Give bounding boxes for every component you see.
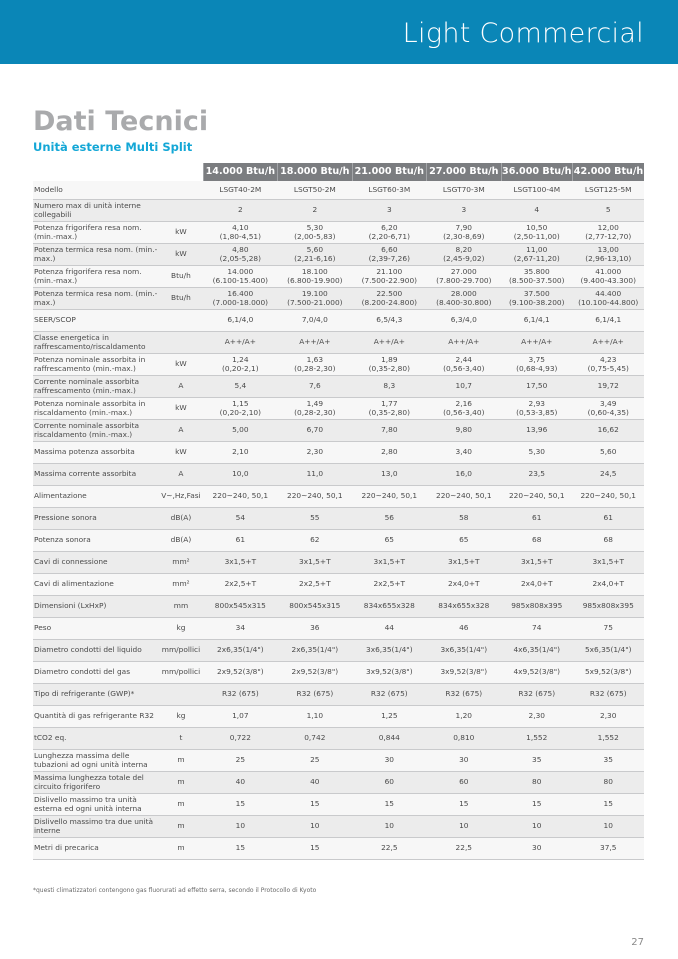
- row-label: SEER/SCOP: [33, 310, 159, 332]
- cell-value: 30: [427, 750, 501, 772]
- cell-value: 6,1/4,1: [572, 310, 644, 332]
- cell-value: 3x1,5+T: [203, 552, 277, 574]
- cell-value: 3,49 (0,60-4,35): [572, 398, 644, 420]
- cell-value: 2x6,35(1/4"): [278, 640, 352, 662]
- cell-value: 2,30: [572, 706, 644, 728]
- row-label: Classe energetica in raffrescamento/riscaldamento: [33, 332, 159, 354]
- row-label: Potenza frigorifera resa nom. (min.-max.): [33, 266, 159, 288]
- column-header: 18.000 Btu/h: [278, 163, 352, 181]
- cell-value: 15: [278, 794, 352, 816]
- row-unit: m: [159, 772, 203, 794]
- row-unit: Btu/h: [159, 288, 203, 310]
- cell-value: 65: [352, 530, 426, 552]
- cell-value: 9,80: [427, 420, 501, 442]
- cell-value: 5,4: [203, 376, 277, 398]
- row-label: Pressione sonora: [33, 508, 159, 530]
- page-title: Dati Tecnici: [33, 106, 209, 137]
- row-label: Metri di precarica: [33, 838, 159, 860]
- table-row: [33, 354, 644, 376]
- cell-value: 800x545x315: [203, 596, 277, 618]
- cell-value: 6,70: [278, 420, 352, 442]
- cell-value: 28.000 (8.400-30.800): [427, 288, 501, 310]
- cell-value: 4x9,52(3/8"): [501, 662, 572, 684]
- row-label: Massima potenza assorbita: [33, 442, 159, 464]
- cell-value: 13,96: [501, 420, 572, 442]
- cell-value: 220~240, 50,1: [572, 486, 644, 508]
- table-row: [33, 640, 644, 662]
- cell-value: 7,6: [278, 376, 352, 398]
- cell-value: 5,30: [501, 442, 572, 464]
- cell-value: 54: [203, 508, 277, 530]
- row-label: Massima lunghezza totale del circuito frigorifero: [33, 772, 159, 794]
- cell-value: 2x2,5+T: [203, 574, 277, 596]
- cell-value: 2x4,0+T: [572, 574, 644, 596]
- column-header: 14.000 Btu/h: [203, 163, 277, 181]
- section-title: Light Commercial: [402, 18, 644, 49]
- cell-value: 19.100 (7.500-21.000): [278, 288, 352, 310]
- row-label: Dislivello massimo tra unità esterna ed ogni unità interna: [33, 794, 159, 816]
- cell-value: 1,63 (0,28-2,30): [278, 354, 352, 376]
- cell-value: 0,810: [427, 728, 501, 750]
- cell-value: 985x808x395: [501, 596, 572, 618]
- cell-value: 15: [427, 794, 501, 816]
- cell-value: A++/A+: [203, 332, 277, 354]
- cell-value: 22,5: [352, 838, 426, 860]
- cell-value: 56: [352, 508, 426, 530]
- cell-value: 18.100 (6.800-19.900): [278, 266, 352, 288]
- cell-value: 35: [501, 750, 572, 772]
- cell-value: 3,75 (0,68-4,93): [501, 354, 572, 376]
- row-unit: [159, 332, 203, 354]
- cell-value: 3: [427, 200, 501, 222]
- cell-value: 74: [501, 618, 572, 640]
- table-row: [33, 662, 644, 684]
- cell-value: 25: [278, 750, 352, 772]
- cell-value: 6,3/4,0: [427, 310, 501, 332]
- cell-value: 65: [427, 530, 501, 552]
- row-unit: kW: [159, 222, 203, 244]
- cell-value: 10,50 (2,50-11,00): [501, 222, 572, 244]
- cell-value: 35.800 (8.500-37.500): [501, 266, 572, 288]
- cell-value: 220~240, 50,1: [501, 486, 572, 508]
- cell-value: 834x655x328: [352, 596, 426, 618]
- column-header: 36.000 Btu/h: [501, 163, 572, 181]
- cell-value: 44: [352, 618, 426, 640]
- cell-value: 15: [203, 838, 277, 860]
- cell-value: 62: [278, 530, 352, 552]
- specs-body: [33, 181, 644, 860]
- cell-value: 24,5: [572, 464, 644, 486]
- cell-value: 6,20 (2,20-6,71): [352, 222, 426, 244]
- cell-value: 5,60 (2,21-6,16): [278, 244, 352, 266]
- table-row: [33, 530, 644, 552]
- header-band: [0, 0, 678, 64]
- cell-value: 60: [427, 772, 501, 794]
- cell-value: 1,552: [572, 728, 644, 750]
- table-row: [33, 398, 644, 420]
- row-label: Potenza sonora: [33, 530, 159, 552]
- row-label: Massima corrente assorbita: [33, 464, 159, 486]
- cell-value: 6,1/4,1: [501, 310, 572, 332]
- cell-value: 3x6,35(1/4"): [352, 640, 426, 662]
- row-unit: [159, 181, 203, 200]
- row-label: Dislivello massimo tra due unità interne: [33, 816, 159, 838]
- row-unit: m: [159, 750, 203, 772]
- cell-value: 0,844: [352, 728, 426, 750]
- cell-value: 15: [572, 794, 644, 816]
- cell-value: 0,722: [203, 728, 277, 750]
- table-row: [33, 332, 644, 354]
- cell-value: 2x9,52(3/8"): [203, 662, 277, 684]
- row-label: Dimensioni (LxHxP): [33, 596, 159, 618]
- cell-value: 58: [427, 508, 501, 530]
- specs-table: [33, 163, 644, 860]
- cell-value: 10,7: [427, 376, 501, 398]
- cell-value: 2x2,5+T: [278, 574, 352, 596]
- table-row: [33, 750, 644, 772]
- cell-value: 15: [203, 794, 277, 816]
- cell-value: LSGT100-4M: [501, 181, 572, 200]
- cell-value: 30: [501, 838, 572, 860]
- cell-value: 16,62: [572, 420, 644, 442]
- footnote: *questi climatizzatori contengono gas fluorurati ad effetto serra, secondo il Protocollo di Kyoto: [33, 887, 317, 894]
- row-label: Lunghezza massima delle tubazioni ad ogni unità interna: [33, 750, 159, 772]
- cell-value: 23,5: [501, 464, 572, 486]
- row-unit: A: [159, 464, 203, 486]
- table-row: [33, 838, 644, 860]
- row-unit: mm/pollici: [159, 640, 203, 662]
- row-unit: mm²: [159, 574, 203, 596]
- cell-value: R32 (675): [501, 684, 572, 706]
- cell-value: A++/A+: [501, 332, 572, 354]
- cell-value: 55: [278, 508, 352, 530]
- row-label: Alimentazione: [33, 486, 159, 508]
- row-unit: kg: [159, 618, 203, 640]
- cell-value: 4,80 (2,05-5,28): [203, 244, 277, 266]
- cell-value: 2,80: [352, 442, 426, 464]
- cell-value: 834x655x328: [427, 596, 501, 618]
- cell-value: 5x6,35(1/4"): [572, 640, 644, 662]
- cell-value: 220~240, 50,1: [203, 486, 277, 508]
- cell-value: 13,00 (2,96-13,10): [572, 244, 644, 266]
- cell-value: 15: [501, 794, 572, 816]
- table-row: [33, 244, 644, 266]
- row-unit: m: [159, 794, 203, 816]
- cell-value: 7,90 (2,30-8,69): [427, 222, 501, 244]
- cell-value: 2,44 (0,56-3,40): [427, 354, 501, 376]
- cell-value: R32 (675): [572, 684, 644, 706]
- header-blank: [33, 163, 159, 181]
- cell-value: 10: [572, 816, 644, 838]
- row-label: Corrente nominale assorbita raffrescamento (min.-max.): [33, 376, 159, 398]
- row-label: Corrente nominale assorbita riscaldamento (min.-max.): [33, 420, 159, 442]
- cell-value: 6,1/4,0: [203, 310, 277, 332]
- row-unit: mm/pollici: [159, 662, 203, 684]
- row-unit: kW: [159, 398, 203, 420]
- cell-value: 2,16 (0,56-3,40): [427, 398, 501, 420]
- table-row: [33, 376, 644, 398]
- cell-value: 1,25: [352, 706, 426, 728]
- cell-value: R32 (675): [352, 684, 426, 706]
- table-row: [33, 618, 644, 640]
- row-label: Diametro condotti del liquido: [33, 640, 159, 662]
- cell-value: A++/A+: [278, 332, 352, 354]
- cell-value: 35: [572, 750, 644, 772]
- cell-value: 7,0/4,0: [278, 310, 352, 332]
- cell-value: 2,93 (0,53-3,85): [501, 398, 572, 420]
- header-row: [33, 163, 644, 181]
- cell-value: 1,24 (0,20-2,1): [203, 354, 277, 376]
- cell-value: 46: [427, 618, 501, 640]
- table-row: [33, 706, 644, 728]
- row-label: Numero max di unità interne collegabili: [33, 200, 159, 222]
- cell-value: 7,80: [352, 420, 426, 442]
- row-label: Modello: [33, 181, 159, 200]
- header-blank: [159, 163, 203, 181]
- cell-value: LSGT50-2M: [278, 181, 352, 200]
- row-unit: [159, 310, 203, 332]
- cell-value: 27.000 (7.800-29.700): [427, 266, 501, 288]
- cell-value: 2,30: [278, 442, 352, 464]
- cell-value: 34: [203, 618, 277, 640]
- table-row: [33, 728, 644, 750]
- cell-value: 0,742: [278, 728, 352, 750]
- cell-value: 2,10: [203, 442, 277, 464]
- cell-value: 40: [203, 772, 277, 794]
- cell-value: 3x1,5+T: [427, 552, 501, 574]
- table-row: [33, 508, 644, 530]
- cell-value: 220~240, 50,1: [352, 486, 426, 508]
- cell-value: 12,00 (2,77-12,70): [572, 222, 644, 244]
- row-unit: dB(A): [159, 530, 203, 552]
- column-header: 21.000 Btu/h: [352, 163, 426, 181]
- cell-value: 4: [501, 200, 572, 222]
- cell-value: 2x4,0+T: [501, 574, 572, 596]
- cell-value: 10: [278, 816, 352, 838]
- table-row: [33, 310, 644, 332]
- cell-value: LSGT70-3M: [427, 181, 501, 200]
- row-label: Peso: [33, 618, 159, 640]
- cell-value: 80: [572, 772, 644, 794]
- cell-value: 37,5: [572, 838, 644, 860]
- cell-value: R32 (675): [203, 684, 277, 706]
- cell-value: 3x1,5+T: [572, 552, 644, 574]
- cell-value: A++/A+: [352, 332, 426, 354]
- cell-value: 2x6,35(1/4"): [203, 640, 277, 662]
- cell-value: 3: [352, 200, 426, 222]
- cell-value: 1,07: [203, 706, 277, 728]
- cell-value: 4,10 (1,80-4,51): [203, 222, 277, 244]
- column-header: 27.000 Btu/h: [427, 163, 501, 181]
- cell-value: A++/A+: [572, 332, 644, 354]
- table-row: [33, 486, 644, 508]
- cell-value: 220~240, 50,1: [427, 486, 501, 508]
- row-label: Quantità di gas refrigerante R32: [33, 706, 159, 728]
- row-unit: kW: [159, 442, 203, 464]
- cell-value: 22.500 (8.200-24.800): [352, 288, 426, 310]
- cell-value: 11,0: [278, 464, 352, 486]
- cell-value: 15: [278, 838, 352, 860]
- cell-value: 22,5: [427, 838, 501, 860]
- table-row: [33, 772, 644, 794]
- row-unit: A: [159, 376, 203, 398]
- row-label: Cavi di alimentazione: [33, 574, 159, 596]
- table-row: [33, 816, 644, 838]
- cell-value: 80: [501, 772, 572, 794]
- cell-value: 75: [572, 618, 644, 640]
- row-unit: t: [159, 728, 203, 750]
- row-unit: Btu/h: [159, 266, 203, 288]
- table-row: [33, 442, 644, 464]
- cell-value: 17,50: [501, 376, 572, 398]
- row-label: Potenza nominale assorbita in raffrescamento (min.-max.): [33, 354, 159, 376]
- cell-value: 5,60: [572, 442, 644, 464]
- table-row: [33, 266, 644, 288]
- table-row: [33, 420, 644, 442]
- table-row: [33, 222, 644, 244]
- cell-value: 10: [427, 816, 501, 838]
- cell-value: 16,0: [427, 464, 501, 486]
- cell-value: 5,00: [203, 420, 277, 442]
- cell-value: LSGT40-2M: [203, 181, 277, 200]
- cell-value: 3x1,5+T: [501, 552, 572, 574]
- row-unit: kW: [159, 244, 203, 266]
- cell-value: 800x545x315: [278, 596, 352, 618]
- cell-value: LSGT60-3M: [352, 181, 426, 200]
- cell-value: 40: [278, 772, 352, 794]
- cell-value: 3x6,35(1/4"): [427, 640, 501, 662]
- page-subtitle: Unità esterne Multi Split: [33, 140, 193, 154]
- cell-value: 1,10: [278, 706, 352, 728]
- cell-value: 5x9,52(3/8"): [572, 662, 644, 684]
- table-row: [33, 181, 644, 200]
- cell-value: 30: [352, 750, 426, 772]
- cell-value: 25: [203, 750, 277, 772]
- cell-value: 2x9,52(3/8"): [278, 662, 352, 684]
- cell-value: 11,00 (2,67-11,20): [501, 244, 572, 266]
- column-header: 42.000 Btu/h: [572, 163, 644, 181]
- cell-value: 1,552: [501, 728, 572, 750]
- cell-value: 44.400 (10.100-44.800): [572, 288, 644, 310]
- cell-value: 4x6,35(1/4"): [501, 640, 572, 662]
- cell-value: 15: [352, 794, 426, 816]
- row-unit: m: [159, 816, 203, 838]
- cell-value: 3,40: [427, 442, 501, 464]
- table-row: [33, 794, 644, 816]
- cell-value: 37.500 (9.100-38.200): [501, 288, 572, 310]
- table-row: [33, 552, 644, 574]
- cell-value: 8,3: [352, 376, 426, 398]
- cell-value: 61: [572, 508, 644, 530]
- cell-value: 61: [501, 508, 572, 530]
- cell-value: 3x9,52(3/8"): [352, 662, 426, 684]
- row-unit: [159, 200, 203, 222]
- cell-value: 13,0: [352, 464, 426, 486]
- cell-value: 19,72: [572, 376, 644, 398]
- table-row: [33, 596, 644, 618]
- cell-value: 2: [203, 200, 277, 222]
- cell-value: R32 (675): [278, 684, 352, 706]
- row-label: tCO2 eq.: [33, 728, 159, 750]
- cell-value: 16.400 (7.000-18.000): [203, 288, 277, 310]
- row-label: Potenza termica resa nom. (min.-max.): [33, 288, 159, 310]
- cell-value: 1,49 (0,28-2,30): [278, 398, 352, 420]
- row-label: Potenza nominale assorbita in riscaldamento (min.-max.): [33, 398, 159, 420]
- row-unit: mm²: [159, 552, 203, 574]
- cell-value: 6,60 (2,39-7,26): [352, 244, 426, 266]
- cell-value: 5,30 (2,00-5,83): [278, 222, 352, 244]
- cell-value: 10: [203, 816, 277, 838]
- table-row: [33, 574, 644, 596]
- cell-value: 2x2,5+T: [352, 574, 426, 596]
- row-label: Tipo di refrigerante (GWP)*: [33, 684, 159, 706]
- row-label: Cavi di connessione: [33, 552, 159, 574]
- cell-value: 1,15 (0,20-2,10): [203, 398, 277, 420]
- cell-value: 21.100 (7.500-22.900): [352, 266, 426, 288]
- cell-value: 1,20: [427, 706, 501, 728]
- cell-value: 10: [352, 816, 426, 838]
- row-unit: dB(A): [159, 508, 203, 530]
- cell-value: 61: [203, 530, 277, 552]
- cell-value: 985x808x395: [572, 596, 644, 618]
- cell-value: 2: [278, 200, 352, 222]
- cell-value: 3x9,52(3/8"): [427, 662, 501, 684]
- row-unit: mm: [159, 596, 203, 618]
- row-unit: kW: [159, 354, 203, 376]
- page-number: 27: [631, 937, 644, 948]
- row-label: Diametro condotti del gas: [33, 662, 159, 684]
- table-row: [33, 464, 644, 486]
- row-unit: A: [159, 420, 203, 442]
- cell-value: 4,23 (0,75-5,45): [572, 354, 644, 376]
- cell-value: 220~240, 50,1: [278, 486, 352, 508]
- row-unit: [159, 684, 203, 706]
- cell-value: 3x1,5+T: [352, 552, 426, 574]
- cell-value: 2,30: [501, 706, 572, 728]
- cell-value: A++/A+: [427, 332, 501, 354]
- cell-value: 68: [501, 530, 572, 552]
- cell-value: 41.000 (9.400-43.300): [572, 266, 644, 288]
- cell-value: 60: [352, 772, 426, 794]
- cell-value: 10: [501, 816, 572, 838]
- cell-value: R32 (675): [427, 684, 501, 706]
- row-label: Potenza termica resa nom. (min.-max.): [33, 244, 159, 266]
- cell-value: 14.000 (6.100-15.400): [203, 266, 277, 288]
- cell-value: LSGT125-5M: [572, 181, 644, 200]
- cell-value: 5: [572, 200, 644, 222]
- cell-value: 6,5/4,3: [352, 310, 426, 332]
- cell-value: 2x4,0+T: [427, 574, 501, 596]
- row-unit: kg: [159, 706, 203, 728]
- table-row: [33, 200, 644, 222]
- row-unit: m: [159, 838, 203, 860]
- cell-value: 3x1,5+T: [278, 552, 352, 574]
- row-label: Potenza frigorifera resa nom. (min.-max.): [33, 222, 159, 244]
- cell-value: 1,89 (0,35-2,80): [352, 354, 426, 376]
- table-row: [33, 684, 644, 706]
- cell-value: 10,0: [203, 464, 277, 486]
- cell-value: 36: [278, 618, 352, 640]
- cell-value: 8,20 (2,45-9,02): [427, 244, 501, 266]
- cell-value: 1,77 (0,35-2,80): [352, 398, 426, 420]
- table-row: [33, 288, 644, 310]
- row-unit: V~,Hz,Fasi: [159, 486, 203, 508]
- cell-value: 68: [572, 530, 644, 552]
